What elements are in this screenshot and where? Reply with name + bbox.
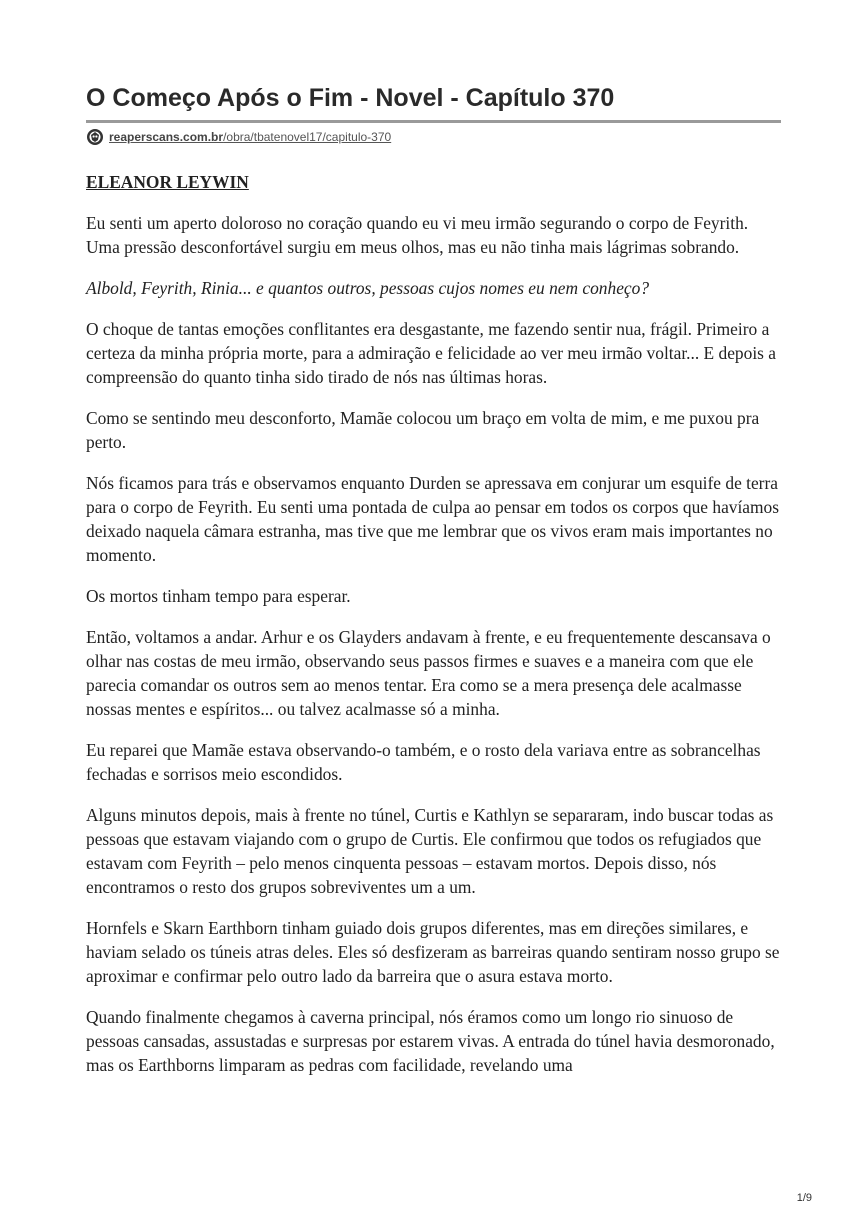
article-body: [86, 170, 786, 1094]
paragraph-italic: Albold, Feyrith, Rinia... e quantos outros, pessoas cujos nomes eu nem conheço?: [86, 278, 650, 298]
paragraph: Então, voltamos a andar. Arhur e os Glayders andavam à frente, e eu frequentemente descansava o olhar nas costas de meu irmão, observando seus passos firmes e suaves e a maneira com que ele parecia comandar os outros sem ao menos tentar. Era como se a mera presença dele acalmasse nossas mentes e espíritos... ou talvez acalmasse só a minha.: [86, 627, 771, 719]
chapter-speaker-heading: ELEANOR LEYWIN: [86, 172, 249, 192]
paragraph: O choque de tantas emoções conflitantes era desgastante, me fazendo sentir nua, frágil. Primeiro a certeza da minha própria morte, para a admiração e felicidade ao ver meu irmão voltar... E depois a compreensão do quanto tinha sido tirado de nós nas últimas horas.: [86, 319, 776, 387]
page-indicator: 1/9: [796, 1192, 812, 1204]
page-title: O Começo Após o Fim - Novel - Capítulo 370: [86, 84, 615, 112]
web-source-icon: [86, 128, 104, 146]
paragraph: Como se sentindo meu desconforto, Mamãe colocou um braço em volta de mim, e me puxou pra perto.: [86, 408, 760, 452]
paragraph: Alguns minutos depois, mais à frente no túnel, Curtis e Kathlyn se separaram, indo buscar todas as pessoas que estavam viajando com o grupo de Curtis. Ele confirmou que todos os refugiados que estavam com Feyrith – pelo menos cinquenta pessoas – estavam mortos. Depois disso, nós encontramos o resto dos grupos sobreviventes um a um.: [86, 805, 774, 897]
paragraph: Hornfels e Skarn Earthborn tinham guiado dois grupos diferentes, mas em direções similares, e haviam selado os túneis atras deles. Eles só desfizeram as barreiras quando sentiram nosso grupo se aproximar e confirmar pelo outro lado da barreira que o asura estava morto.: [86, 918, 780, 986]
source-url-link[interactable]: [109, 130, 391, 144]
paragraph: Nós ficamos para trás e observamos enquanto Durden se apressava em conjurar um esquife de terra para o corpo de Feyrith. Eu senti uma pontada de culpa ao pensar em todos os corpos que havíamos deixado naquela câmara estranha, mas tive que me lembrar que os vivos eram mais importantes no momento.: [86, 473, 780, 565]
source-path: /obra/tbatenovel17/capitulo-370: [223, 130, 392, 144]
paragraph: Os mortos tinham tempo para esperar.: [86, 586, 351, 606]
title-divider: [86, 120, 781, 123]
paragraph: Eu reparei que Mamãe estava observando-o também, e o rosto dela variava entre as sobrancelhas fechadas e sorrisos meio escondidos.: [86, 740, 761, 784]
paragraph: Eu senti um aperto doloroso no coração quando eu vi meu irmão segurando o corpo de Feyrith. Uma pressão desconfortável surgiu em meus olhos, mas eu não tinha mais lágrimas sobrando.: [86, 213, 749, 257]
source-domain: reaperscans.com.br: [109, 130, 224, 144]
paragraph: Quando finalmente chegamos à caverna principal, nós éramos como um longo rio sinuoso de pessoas cansadas, assustadas e surpresas por estarem vivas. A entrada do túnel havia desmoronado, mas os Earthborns limparam as pedras com facilidade, revelando uma: [86, 1007, 775, 1075]
source-line: [86, 128, 391, 146]
